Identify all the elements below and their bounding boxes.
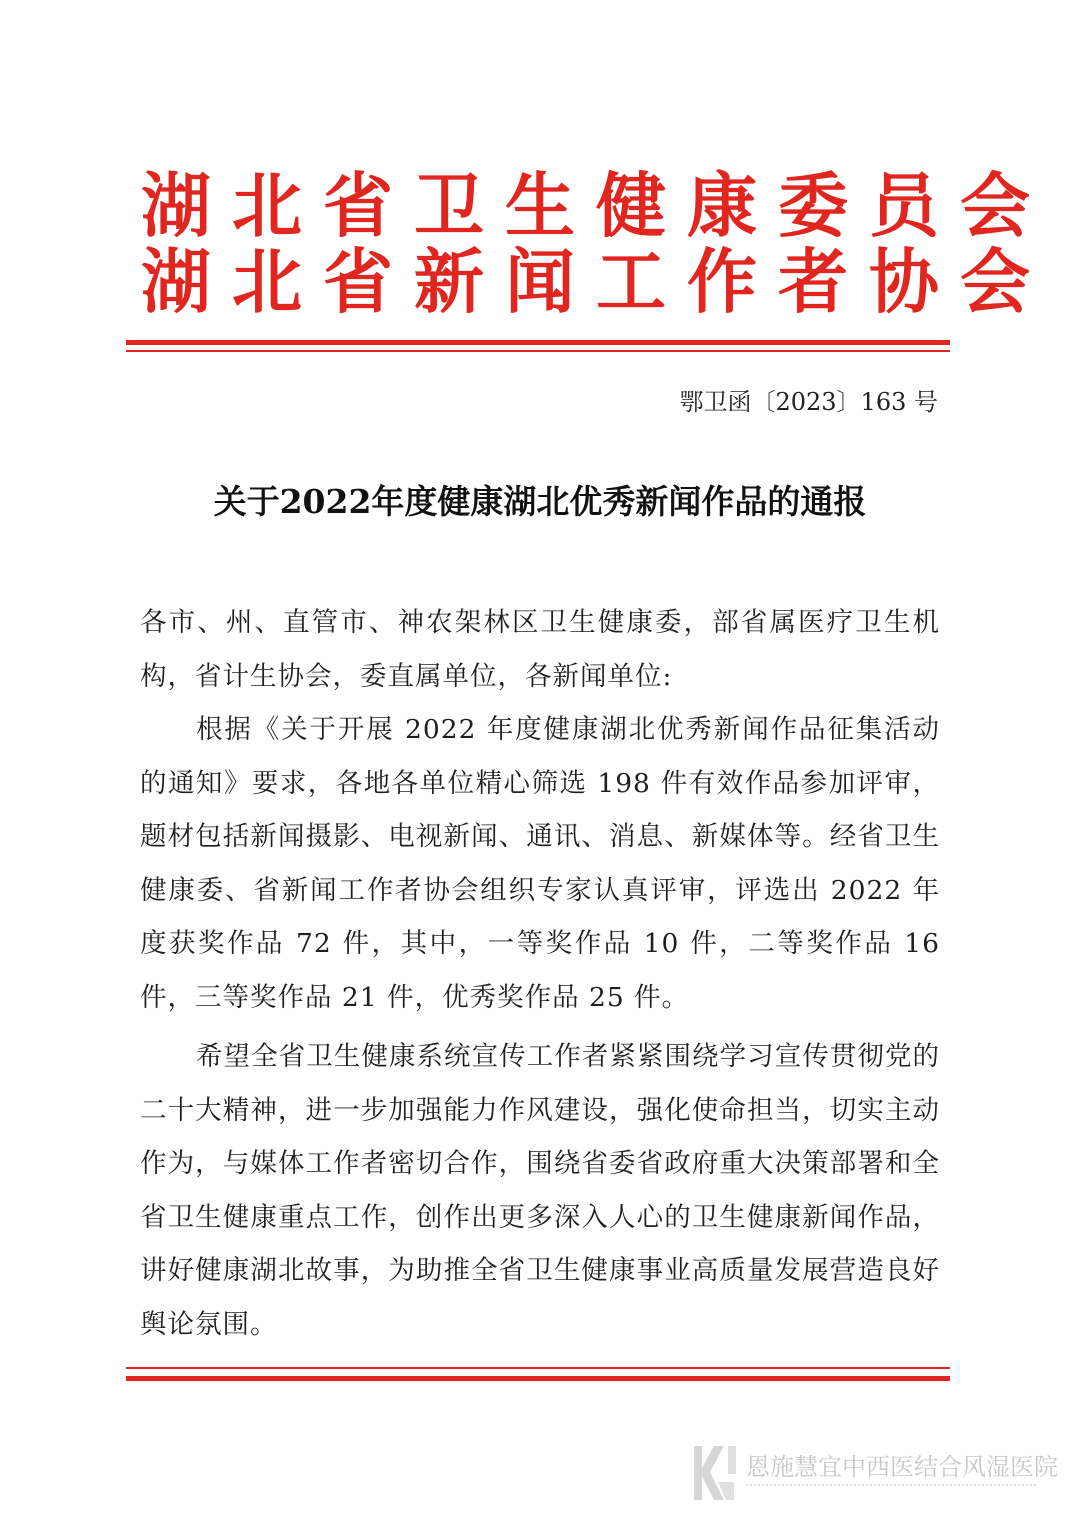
footer-divider-thin [126,1367,950,1369]
header-divider-thin [126,350,950,352]
letterhead-line-journalists-association: 湖北省新闻工作者协会 [141,240,1051,323]
letterhead [120,164,1051,323]
document-number: 鄂卫函〔2023〕163 号 [679,388,938,416]
document-body [140,596,940,1351]
paragraph-evaluation: 根据《关于开展 2022 年度健康湖北优秀新闻作品征集活动的通知》要求，各地各单位精心筛选 198 件有效作品参加评审，题材包括新闻摄影、电视新闻、通讯、消息、新媒体等。经省卫生健康委、省新闻工作者协会组织专家认真评审，评选出 2022 年度获奖作品 72 件，其中，一等奖作品 10 件，二等奖作品 16 件，三等奖作品 21 件，优秀奖作品 25 件。 [140,714,940,1013]
hospital-logo-icon [688,1442,740,1504]
watermark [688,1442,1060,1512]
footer-divider-thick [126,1376,950,1381]
document-title: 关于2022年度健康湖北优秀新闻作品的通报 [213,482,867,521]
letterhead-line-health-commission: 湖北省卫生健康委员会 [141,164,1051,247]
watermark-hospital-name: 恩施慧宜中西医结合风湿医院 [746,1453,1058,1481]
salutation: 各市、州、直管市、神农架林区卫生健康委，部省属医疗卫生机构，省计生协会，委直属单位，各新闻单位: [140,607,940,692]
header-divider-thick [126,340,950,345]
paragraph-expectation: 希望全省卫生健康系统宣传工作者紧紧围绕学习宣传贯彻党的二十大精神，进一步加强能力作风建设，强化使命担当，切实主动作为，与媒体工作者密切合作，围绕省委省政府重大决策部署和全省卫生健康重点工作，创作出更多深入人心的卫生健康新闻作品，讲好健康湖北故事，为助推全省卫生健康事业高质量发展营造良好舆论氛围。 [140,1041,940,1340]
watermark-subtitle-line [746,1484,1036,1492]
